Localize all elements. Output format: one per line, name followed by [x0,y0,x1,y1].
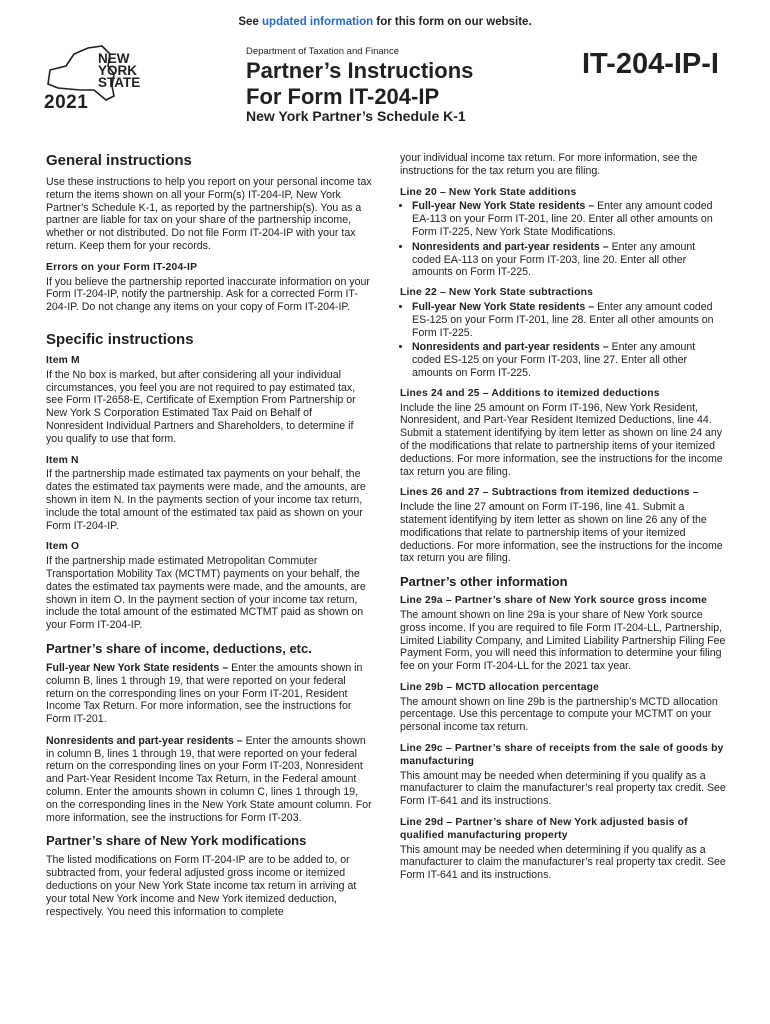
errors-paragraph: If you believe the partnership reported inaccurate information on your Form IT-204-IP, notify the partnership. Ask for a corrected Form IT-204-IP. Do not change any items on your copy of Form IT-204-IP. [46,275,370,314]
l20-b1-text: Enter any amount coded EA-113 on your Form IT-201, line 20. Enter all other amounts on Form IT-225, New York State Modifications. [412,200,713,238]
document-subtitle: New York Partner’s Schedule K-1 [246,108,466,124]
general-paragraph: Use these instructions to help you report on your personal income tax return the items shown on all your Form(s) IT-204-IP, New York Partner’s Schedule K-1, as reported by the partnership(s). You as a partner are liable for tax on your share of the partnership income, whether or not distributed. Do not file Form IT-204-IP with your tax return. Keep them for your records. [46,176,372,252]
website-notice [0,16,770,28]
item-o-heading: Item O [46,541,80,553]
line-29d-paragraph: This amount may be needed when determining if you qualify as a manufacturer to claim the manufacturer’s real property tax credit. See Form IT-641 and its instructions. [400,843,726,882]
logo-line-york: YORK [98,63,138,78]
title-line-2: For Form IT-204-IP [246,84,440,109]
line-29c-heading: Line 29c – Partner’s share of receipts from the sale of goods by manufacturing [400,743,724,767]
logo-line-new: NEW [98,51,130,66]
nonresidents-lead: Nonresidents and part-year residents – [46,734,243,747]
full-year-text: Enter the amounts shown in column B, lines 1 through 19, that were reported on your federal return on the corresponding lines on your Form IT-201, Resident Income Tax Return. For more information, see the instructions for Form IT-201. [46,661,363,726]
share-income-heading: Partner’s share of income, deductions, etc. [46,640,312,656]
l20-b1-lead: Full-year New York State residents – [412,200,595,213]
ny-modifications-paragraph: The listed modifications on Form IT-204-IP are to be added to, or subtracted from, your federal adjusted gross income or itemized deductions on your New York State income tax return in arriving at your total New York income and New York itemized deduction, respectively. You need this information to complete [46,854,357,918]
notice-text: See [238,16,263,28]
form-number: IT-204-IP-I [582,48,719,80]
line-22-item-residents [412,301,726,339]
l22-b1-lead: Full-year New York State residents – [412,300,595,313]
item-n-paragraph: If the partnership made estimated tax payments on your behalf, the dates the estimated tax payments were made, and the amounts, are shown in item N. In the payments section of your income tax return, include the total amount of the estimated tax paid as shown on your Form IT-204-IP. [46,468,366,532]
updated-information-link[interactable]: updated information [262,16,374,28]
l22-b1-text: Enter any amount coded ES-125 on your Form IT-201, line 28. Enter all other amounts on Form IT-225. [412,300,714,339]
right-column [400,152,726,891]
other-information-heading: Partner’s other information [400,574,568,590]
item-m-heading: Item M [46,354,80,366]
title-line-1: Partner’s Instructions [246,58,474,83]
line-29b-heading: Line 29b – MCTD allocation percentage [400,681,600,693]
nonresidents-paragraph [46,735,372,825]
left-column [46,152,372,927]
specific-instructions-heading: Specific instructions [46,330,194,348]
item-o-paragraph: If the partnership made estimated Metropolitan Commuter Transportation Mobility Tax (MCTMT) payments on your behalf, the dates the estimated tax payments were made, and the amounts, are shown in item O. In the payment section of your income tax return, include the total amount of the estimated MCTMT paid as shown on your Form IT-204-IP. [46,555,366,632]
l22-b2-text: Enter any amount coded ES-125 on your Form IT-203, line 27. Enter all other amounts on Form IT-225. [412,341,696,379]
nys-logo-text [98,53,140,89]
item-m-paragraph: If the No box is marked, but after considering all your individual circumstances, you feel you are not required to pay estimated tax, see Form IT-2658-E, Certificate of Exemption From Partnership or New York S Corporation Estimated Tax Paid on Behalf of Nonresident Individual Partners and Shareholders, to determine if you qualify to use that form. [46,368,356,445]
line-20-list [400,200,726,279]
notice-text-end: for this form on our website. [373,16,532,28]
l20-b2-lead: Nonresidents and part-year residents – [412,240,609,253]
document-title [246,58,473,110]
lines-24-25-heading: Lines 24 and 25 – Additions to itemized deductions [400,387,660,399]
l22-b2-lead: Nonresidents and part-year residents – [412,341,609,354]
line-22-item-nonresidents [412,341,726,379]
lines-26-27-heading: Lines 26 and 27 – Subtractions from itemized deductions – [400,487,699,499]
line-29d-heading: Line 29d – Partner’s share of New York adjusted basis of qualified manufacturing property [400,817,688,841]
line-29a-paragraph: The amount shown on line 29a is your share of New York source gross income. If you are required to file Form IT-204-LL, Partnership, Limited Liability Company, and Limited Liability Partnership Filing Fee Payment Form, you will need this information to determine your filing fee on your Form IT-204-LL for the 2021 tax year. [400,608,726,673]
nonresidents-text: Enter the amounts shown in column B, lines 1 through 19, that were reported on your federal return on the corresponding lines on your Form IT-203, Nonresident and Part-Year Resident Income Tax Return, in the Federal amount column. Enter the amounts shown in column C, lines 1 through 19, on the corresponding lines in the New York State amount column. For more information, see the instructions for Form IT-203. [46,734,372,824]
lines-26-27-paragraph: Include the line 27 amount on Form IT-196, line 41. Submit a statement identifying by item letter as shown on line 26 any of the modifications that relate to partnership items of your itemized deductions. For more information, see the instructions for the income tax return you are filing. [400,501,723,565]
general-instructions-heading: General instructions [46,152,192,169]
full-year-lead: Full-year New York State residents – [46,661,229,674]
department-name: Department of Taxation and Finance [246,46,399,57]
line-20-item-nonresidents [412,241,726,279]
line-29b-paragraph: The amount shown on line 29b is the partnership’s MCTD allocation percentage. Use this percentage to compute your MCTMT on your personal income tax return. [400,695,718,734]
line-29c-paragraph: This amount may be needed when determining if you qualify as a manufacturer to claim the manufacturer’s real property tax credit. See Form IT-641 and its instructions. [400,769,726,808]
line-22-heading: Line 22 – New York State subtractions [400,287,593,299]
tax-year: 2021 [44,92,89,113]
l20-b2-text: Enter any amount coded EA-113 on your Form IT-203, line 20. Enter all other amounts on Form IT-225. [412,240,696,279]
line-29a-heading: Line 29a – Partner’s share of New York source gross income [400,595,708,607]
errors-heading: Errors on your Form IT-204-IP [46,261,198,273]
logo-line-state: STATE [98,75,141,90]
lines-24-25-paragraph: Include the line 25 amount on Form IT-196, New York Resident, Nonresident, and Part-Year Resident Itemized Deductions, line 44. Submit a statement identifying by item letter as shown on line 24 any of the modifications that relate to partnership items of your itemized deductions. For more information, see the instructions for the income tax return you are filing. [400,401,723,478]
line-22-list [400,301,726,380]
full-year-residents-paragraph [46,662,372,726]
line-20-heading: Line 20 – New York State additions [400,186,577,198]
item-n-heading: Item N [46,454,79,466]
line-20-item-residents [412,200,726,238]
ny-modifications-heading: Partner’s share of New York modifications [46,833,307,849]
continued-paragraph: your individual income tax return. For more information, see the instructions for the tax return you are filing. [400,152,698,177]
